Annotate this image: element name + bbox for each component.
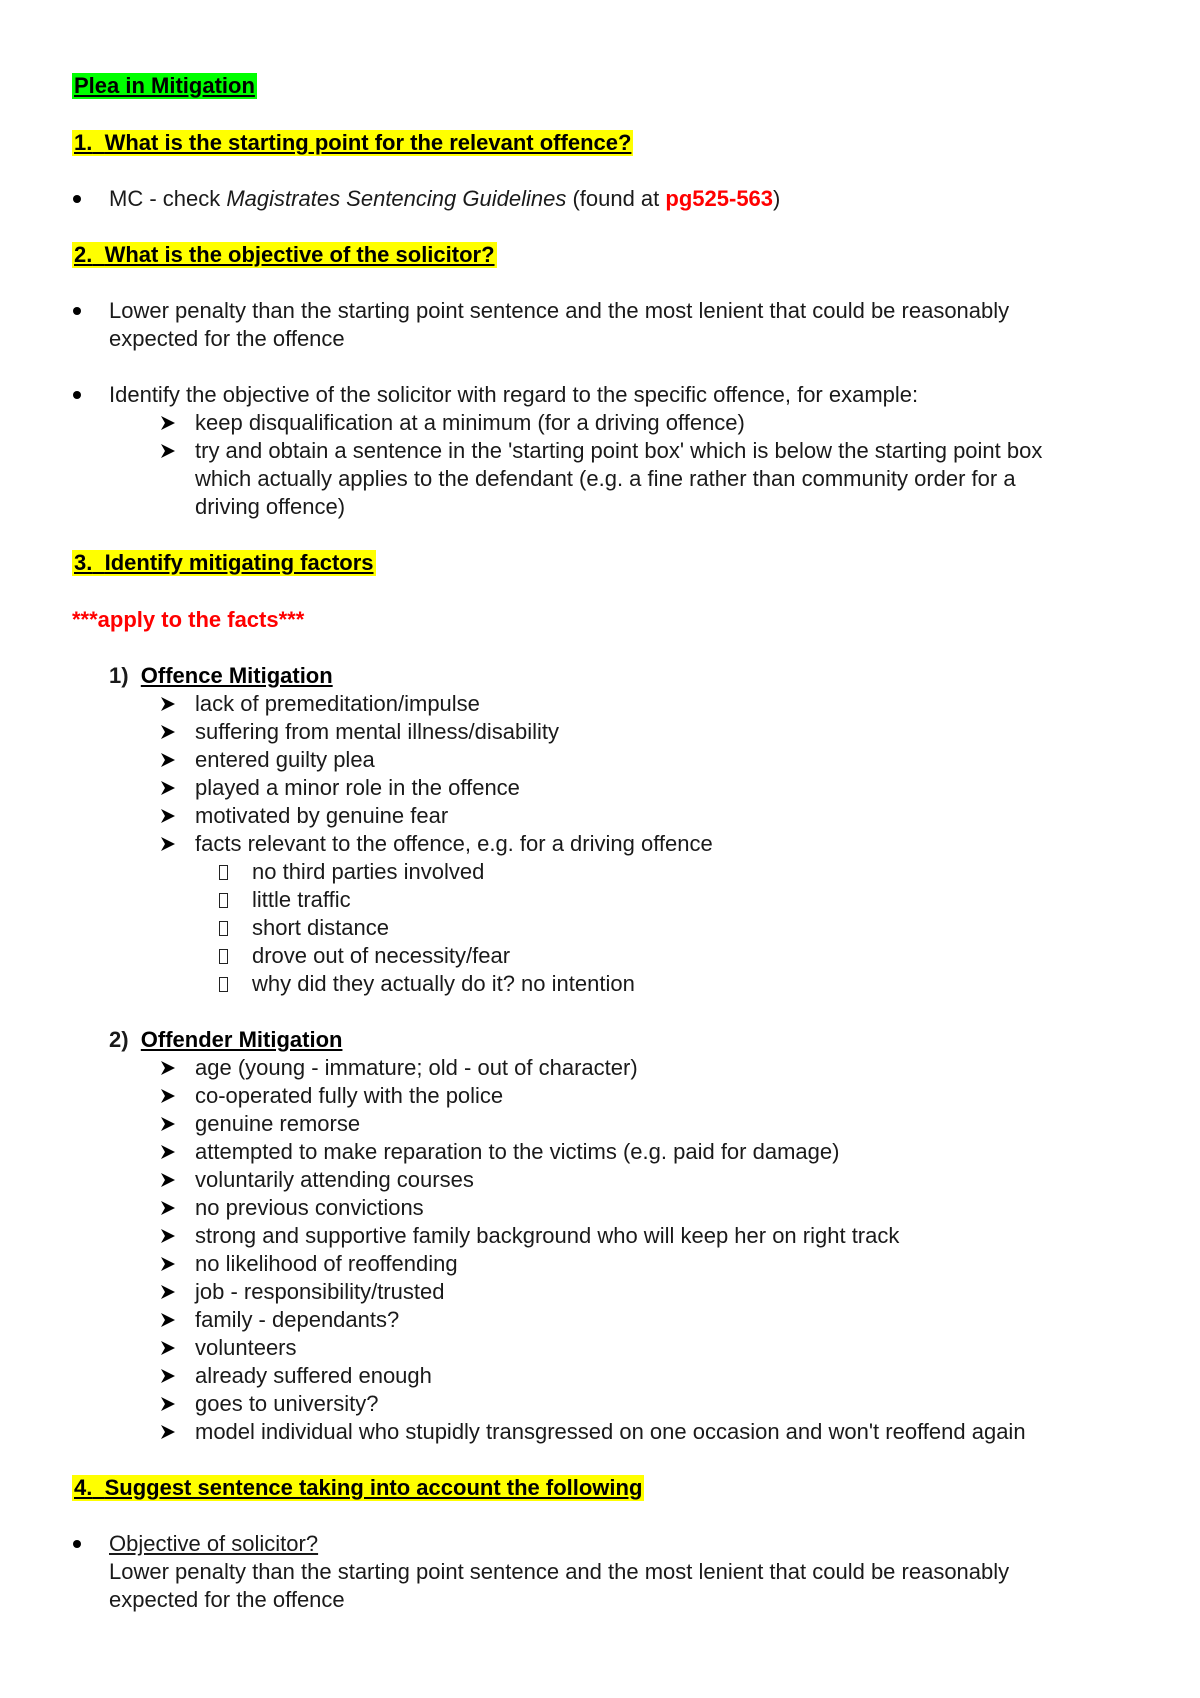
q2-bullet1-line: Lower penalty than the starting point sentence and the most lenient that could be reasonably: [109, 298, 1010, 323]
arrow-bullet-icon: [160, 1144, 176, 1160]
apply-note: ***apply to the facts***: [72, 607, 305, 632]
offender-mitigation-item: attempted to make reparation to the victims (e.g. paid for damage): [195, 1139, 840, 1164]
arrow-bullet-icon: [160, 1060, 176, 1076]
heading-q1-label: What is the starting point for the relevant offence?: [104, 130, 632, 155]
heading-q3: [72, 549, 376, 577]
offence-mitigation-heading: [109, 662, 333, 690]
box-bullet-icon: [219, 977, 228, 992]
arrow-bullet-icon: [160, 724, 176, 740]
offender-mitigation-heading: [109, 1026, 342, 1054]
objective-example-line: keep disqualification at a minimum (for a driving offence): [195, 410, 745, 435]
heading-q2-text: [72, 242, 497, 268]
heading-q3-text: [72, 550, 376, 576]
guidelines-title: Magistrates Sentencing Guidelines: [226, 186, 567, 211]
box-bullet-icon: [219, 865, 228, 880]
heading-q4: [72, 1474, 644, 1502]
heading-q2: [72, 241, 497, 269]
q2-bullet2-text: Identify the objective of the solicitor with regard to the specific offence, for example:: [109, 382, 919, 407]
arrow-bullet-icon: [160, 1424, 176, 1440]
bullet-icon: [73, 195, 81, 203]
heading-q1-text: [72, 130, 633, 156]
arrow-bullet-icon: [160, 1312, 176, 1328]
offender-mitigation-item: family - dependants?: [195, 1307, 400, 1332]
arrow-bullet-icon: [160, 1116, 176, 1132]
objective-example-line: driving offence): [195, 494, 346, 519]
arrow-bullet-icon: [160, 1396, 176, 1412]
offender-mitigation-item: goes to university?: [195, 1391, 379, 1416]
arrow-bullet-icon: [160, 1284, 176, 1300]
q1-bullet-post: ): [773, 186, 781, 211]
arrow-bullet-icon: [160, 415, 176, 431]
arrow-bullet-icon: [160, 1256, 176, 1272]
box-bullet-icon: [219, 893, 228, 908]
offender-mitigation-item: genuine remorse: [195, 1111, 361, 1136]
heading-q1-number: 1.: [74, 130, 93, 155]
box-bullet-icon: [219, 949, 228, 964]
document-title: [72, 72, 257, 100]
bullet-icon: [73, 307, 81, 315]
offender-mitigation-item: co-operated fully with the police: [195, 1083, 504, 1108]
driving-fact-item: why did they actually do it? no intention: [252, 971, 635, 996]
heading-q4-number: 4.: [74, 1475, 93, 1500]
page-reference: pg525-563: [665, 186, 774, 211]
arrow-bullet-icon: [160, 836, 176, 852]
box-bullet-icon: [219, 921, 228, 936]
arrow-bullet-icon: [160, 780, 176, 796]
offence-mitigation-item: lack of premeditation/impulse: [195, 691, 480, 716]
offender-mitigation-item: job - responsibility/trusted: [195, 1279, 445, 1304]
offender-mitigation-item: model individual who stupidly transgressed on one occasion and won't reoffend again: [195, 1419, 1026, 1444]
arrow-bullet-icon: [160, 1088, 176, 1104]
driving-fact-item: drove out of necessity/fear: [252, 943, 511, 968]
q4-bullet-line: expected for the offence: [109, 1587, 345, 1612]
offender-mitigation-item: volunteers: [195, 1335, 297, 1360]
arrow-bullet-icon: [160, 1200, 176, 1216]
offender-mitigation-item: no likelihood of reoffending: [195, 1251, 458, 1276]
arrow-bullet-icon: [160, 443, 176, 459]
offence-title: Offence Mitigation: [140, 663, 333, 688]
objective-example-line: which actually applies to the defendant (e.g. a fine rather than community order for a: [195, 466, 1016, 491]
offender-mitigation-item: age (young - immature; old - out of character): [195, 1055, 638, 1080]
heading-q2-number: 2.: [74, 242, 93, 267]
driving-fact-item: no third parties involved: [252, 859, 485, 884]
q4-bullet-label: Objective of solicitor?: [109, 1531, 319, 1556]
offence-mitigation-item: played a minor role in the offence: [195, 775, 520, 800]
offence-number: 1): [109, 663, 129, 688]
heading-q3-label: Identify mitigating factors: [104, 550, 374, 575]
q4-bullet-line: Lower penalty than the starting point sentence and the most lenient that could be reasonably: [109, 1559, 1010, 1584]
offence-mitigation-item: entered guilty plea: [195, 747, 375, 772]
offender-mitigation-item: strong and supportive family background who will keep her on right track: [195, 1223, 900, 1248]
heading-q4-label: Suggest sentence taking into account the following: [104, 1475, 643, 1500]
offender-title: Offender Mitigation: [140, 1027, 343, 1052]
heading-q1: [72, 129, 633, 157]
heading-q2-label: What is the objective of the solicitor?: [104, 242, 495, 267]
offender-mitigation-item: voluntarily attending courses: [195, 1167, 474, 1192]
arrow-bullet-icon: [160, 1340, 176, 1356]
driving-fact-item: short distance: [252, 915, 389, 940]
arrow-bullet-icon: [160, 696, 176, 712]
heading-q3-number: 3.: [74, 550, 93, 575]
arrow-bullet-icon: [160, 808, 176, 824]
q1-bullet-text: [109, 185, 780, 213]
q2-bullet1-line: expected for the offence: [109, 326, 345, 351]
q1-bullet-mid: (found at: [566, 186, 666, 211]
offence-mitigation-item: suffering from mental illness/disability: [195, 719, 559, 744]
bullet-icon: [73, 1540, 81, 1548]
offence-mitigation-item: facts relevant to the offence, e.g. for a driving offence: [195, 831, 713, 856]
arrow-bullet-icon: [160, 752, 176, 768]
bullet-icon: [73, 391, 81, 399]
offender-number: 2): [109, 1027, 129, 1052]
arrow-bullet-icon: [160, 1172, 176, 1188]
driving-fact-item: little traffic: [252, 887, 351, 912]
arrow-bullet-icon: [160, 1368, 176, 1384]
offender-mitigation-item: no previous convictions: [195, 1195, 424, 1220]
arrow-bullet-icon: [160, 1228, 176, 1244]
heading-q4-text: [72, 1475, 644, 1501]
objective-example-line: try and obtain a sentence in the 'starting point box' which is below the starting point box: [195, 438, 1043, 463]
offence-mitigation-item: motivated by genuine fear: [195, 803, 449, 828]
offender-mitigation-item: already suffered enough: [195, 1363, 432, 1388]
q1-bullet-pre: MC - check: [109, 186, 227, 211]
title-highlight: Plea in Mitigation: [74, 73, 255, 98]
